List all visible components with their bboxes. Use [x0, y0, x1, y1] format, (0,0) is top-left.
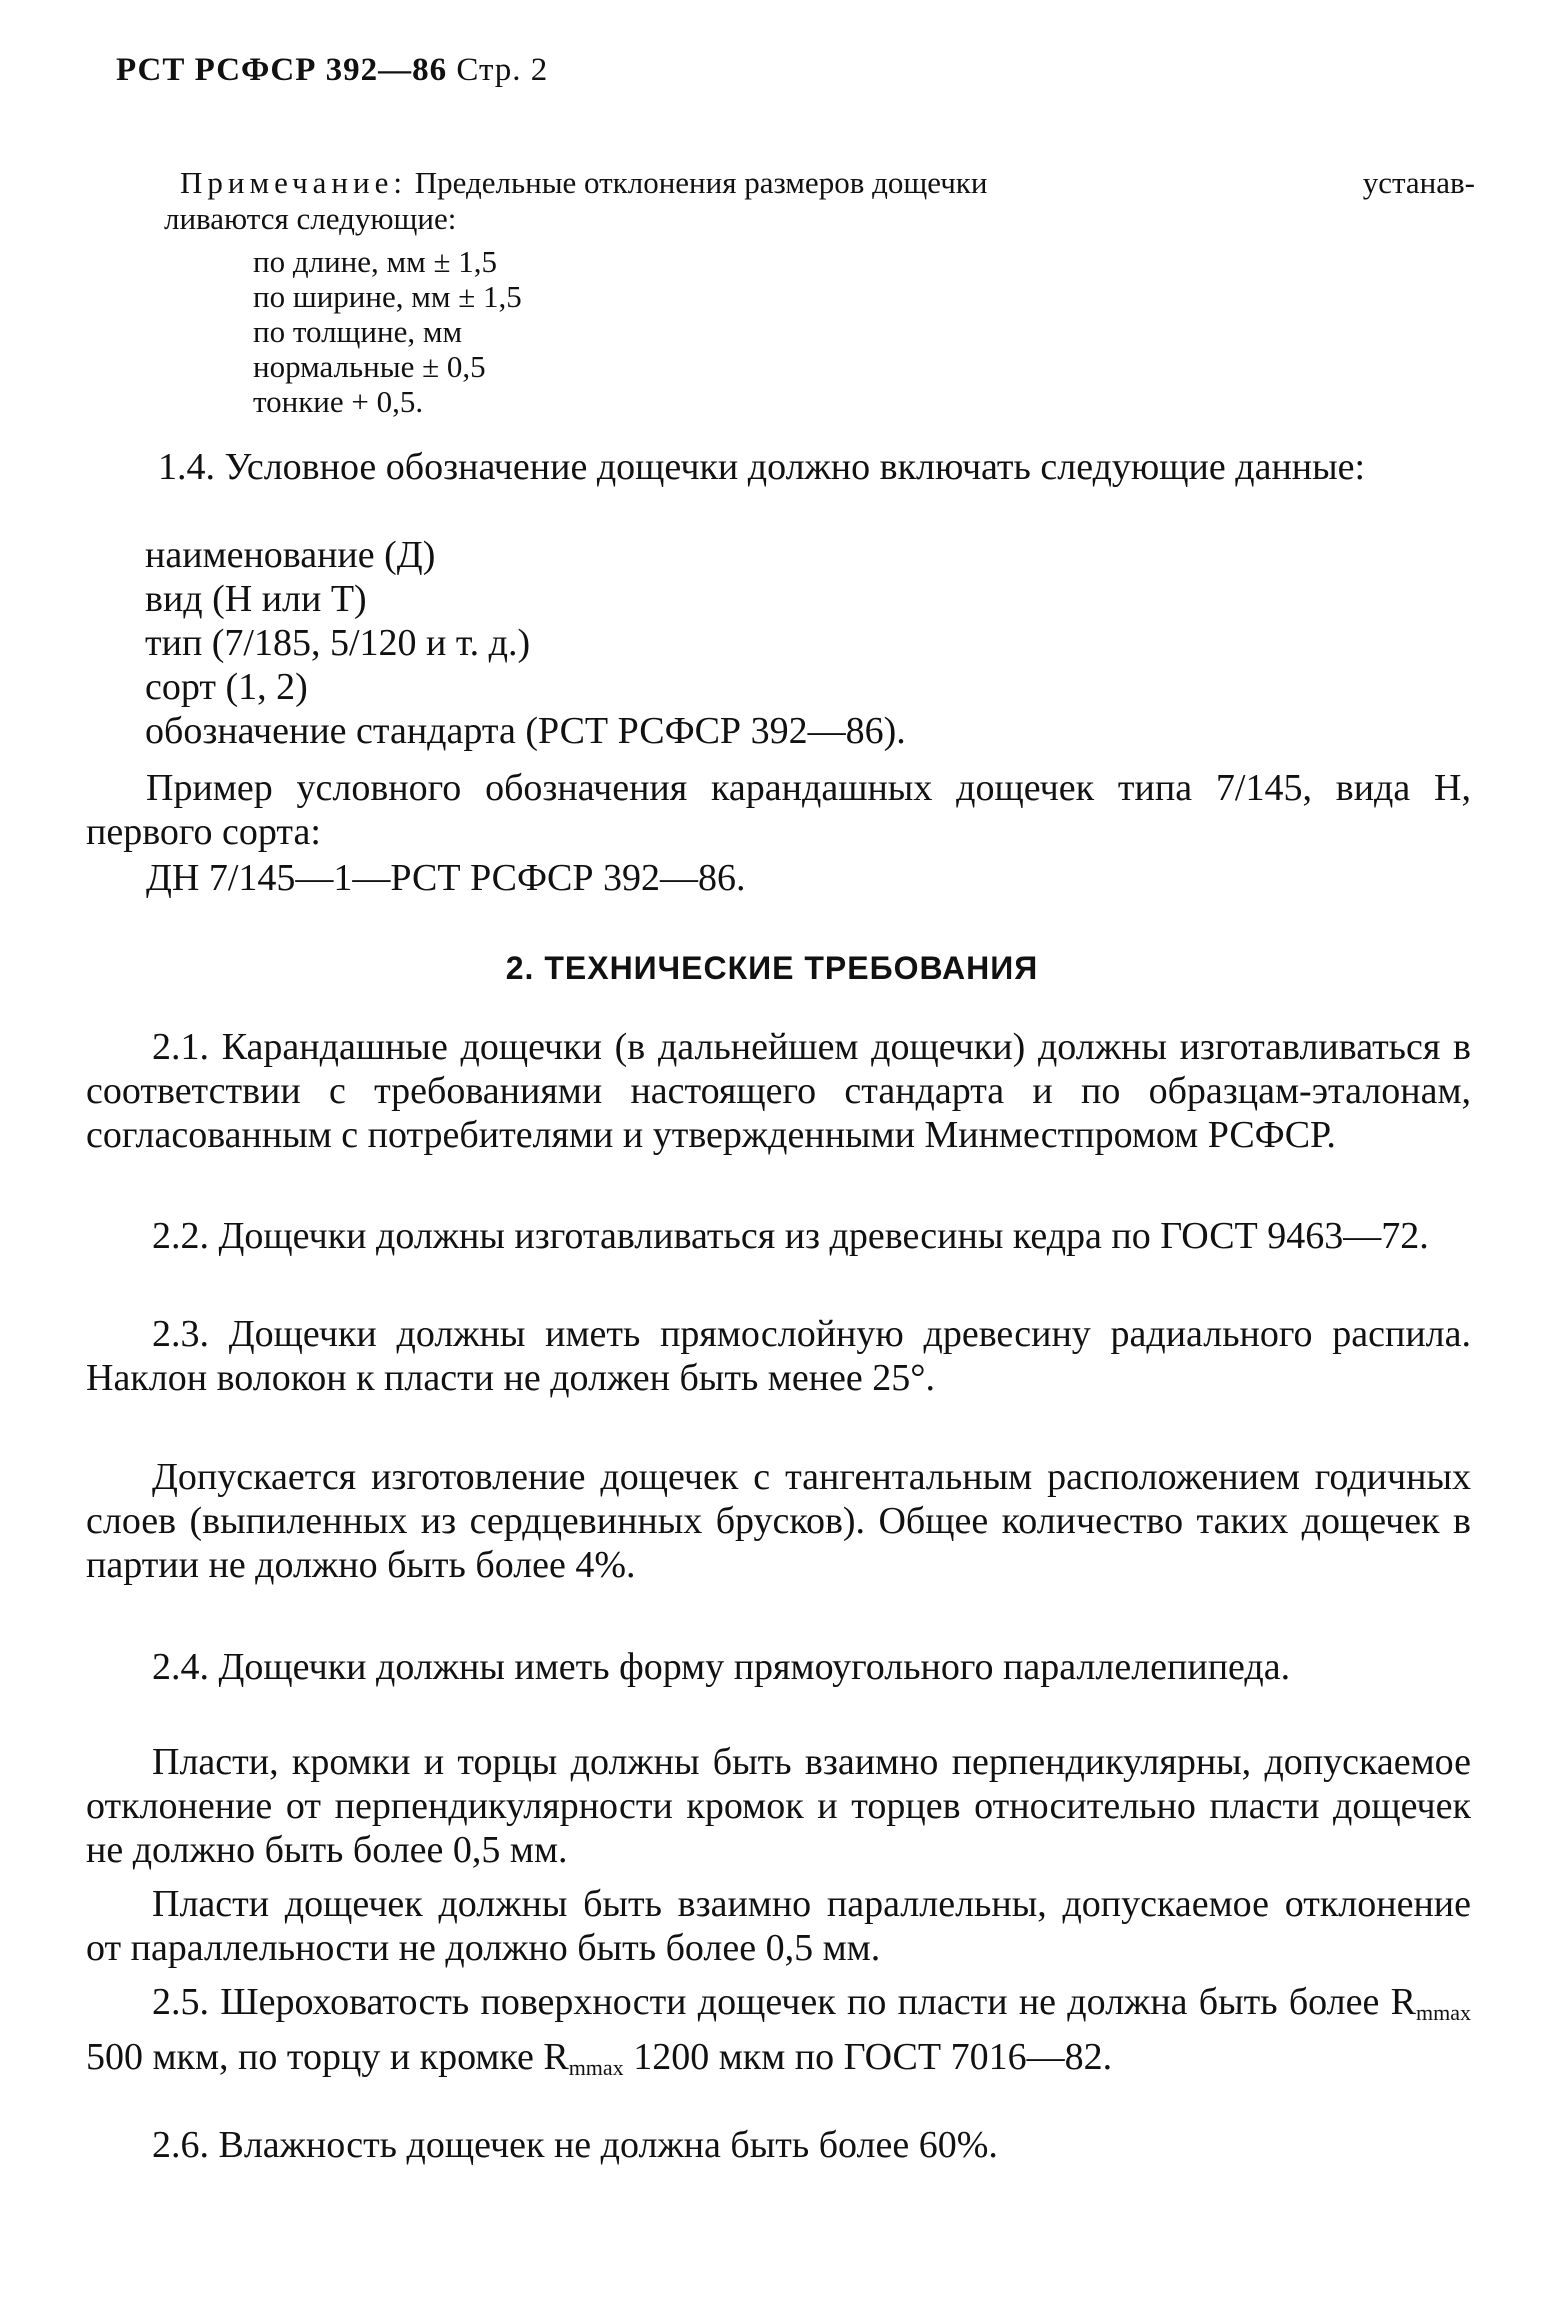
paragraph-1-4: 1.4. Условное обозначение дощечки должно включать следующие данные: — [158, 446, 1366, 488]
paragraph-2-6: 2.6. Влажность дощечек не должна быть более 60%. — [152, 2124, 998, 2166]
tolerance-length: по длине, мм ± 1,5 — [253, 244, 498, 279]
designation-item: тип (7/185, 5/120 и т. д.) — [145, 622, 531, 664]
note-block — [164, 165, 1475, 237]
tolerance-thin: тонкие + 0,5. — [253, 384, 424, 419]
paragraph-2-3: 2.3. Дощечки должны иметь прямослойную древесину радиального распила. Наклон волокон к пласти не должен быть менее 25°. — [86, 1313, 1471, 1399]
tolerance-normal: нормальные ± 0,5 — [253, 349, 486, 384]
p2-5-part1: 2.5. Шероховатость поверхности дощечек по пласти не должна быть более R — [152, 1981, 1416, 2023]
designation-item: наименование (Д) — [145, 534, 436, 576]
section-title: 2. ТЕХНИЧЕСКИЕ ТРЕБОВАНИЯ — [505, 950, 1039, 986]
paragraph-2-3-addition: Допускается изготовление дощечек с тангентальным расположением годичных слоев (выпиленных из сердцевинных брусков). Общее количество таких дощечек в партии не должно быть более 4%. — [86, 1456, 1471, 1586]
tolerance-thickness: по толщине, мм — [253, 314, 463, 349]
paragraph-2-2: 2.2. Дощечки должны изготавливаться из древесины кедра по ГОСТ 9463—72. — [152, 1215, 1429, 1257]
tolerance-width: по ширине, мм ± 1,5 — [253, 279, 522, 314]
example-text: Пример условного обозначения карандашных дощечек типа 7/145, вида Н, первого сорта: — [86, 767, 1471, 853]
note-text-line2: ливаются следующие: — [164, 201, 457, 236]
paragraph-2-5 — [86, 1980, 1471, 2090]
designation-item: вид (Н или Т) — [145, 578, 367, 620]
p2-5-part2: 500 мкм, по торцу и кромке R — [86, 2036, 569, 2078]
tolerance-list — [253, 244, 522, 419]
paragraph-2-4-perpendicularity: Пласти, кромки и торцы должны быть взаимно перпендикулярны, допускаемое отклонение от перпендикулярности кромок и торцев относительно пласти дощечек не должно быть более 0,5 мм. — [86, 1741, 1471, 1871]
paragraph-2-1: 2.1. Карандашные дощечки (в дальнейшем дощечки) должны изготавливаться в соответствии с требованиями настоящего стандарта и по образцам-эталонам, согласованным с потребителями и утвержденными Минместпромом РСФСР. — [86, 1026, 1471, 1156]
paragraph-2-4-parallelism: Пласти дощечек должны быть взаимно параллельны, допускаемое отклонение от параллельности не должно быть более 0,5 мм. — [86, 1883, 1471, 1969]
p2-5-part3: 1200 мкм по ГОСТ 7016—82. — [623, 2036, 1113, 2078]
example-block — [86, 766, 1471, 899]
roughness-subscript: mmax — [568, 2055, 624, 2080]
note-text-line1-end: устанав- — [1362, 165, 1475, 200]
designation-item: обозначение стандарта (РСТ РСФСР 392—86). — [145, 710, 906, 752]
paragraph-2-4: 2.4. Дощечки должны иметь форму прямоугольного параллелепипеда. — [152, 1646, 1291, 1688]
page-number: Стр. 2 — [456, 52, 549, 88]
note-label: Примечание: — [180, 165, 407, 200]
page-header — [116, 52, 548, 89]
designation-item: сорт (1, 2) — [145, 666, 308, 708]
standard-code: РСТ РСФСР 392—86 — [116, 52, 448, 88]
note-text-line1: Предельные отклонения размеров дощечки — [414, 165, 988, 200]
example-code: ДН 7/145—1—РСТ РСФСР 392—86. — [146, 857, 746, 899]
roughness-subscript: mmax — [1416, 2000, 1471, 2025]
designation-list — [145, 533, 906, 753]
